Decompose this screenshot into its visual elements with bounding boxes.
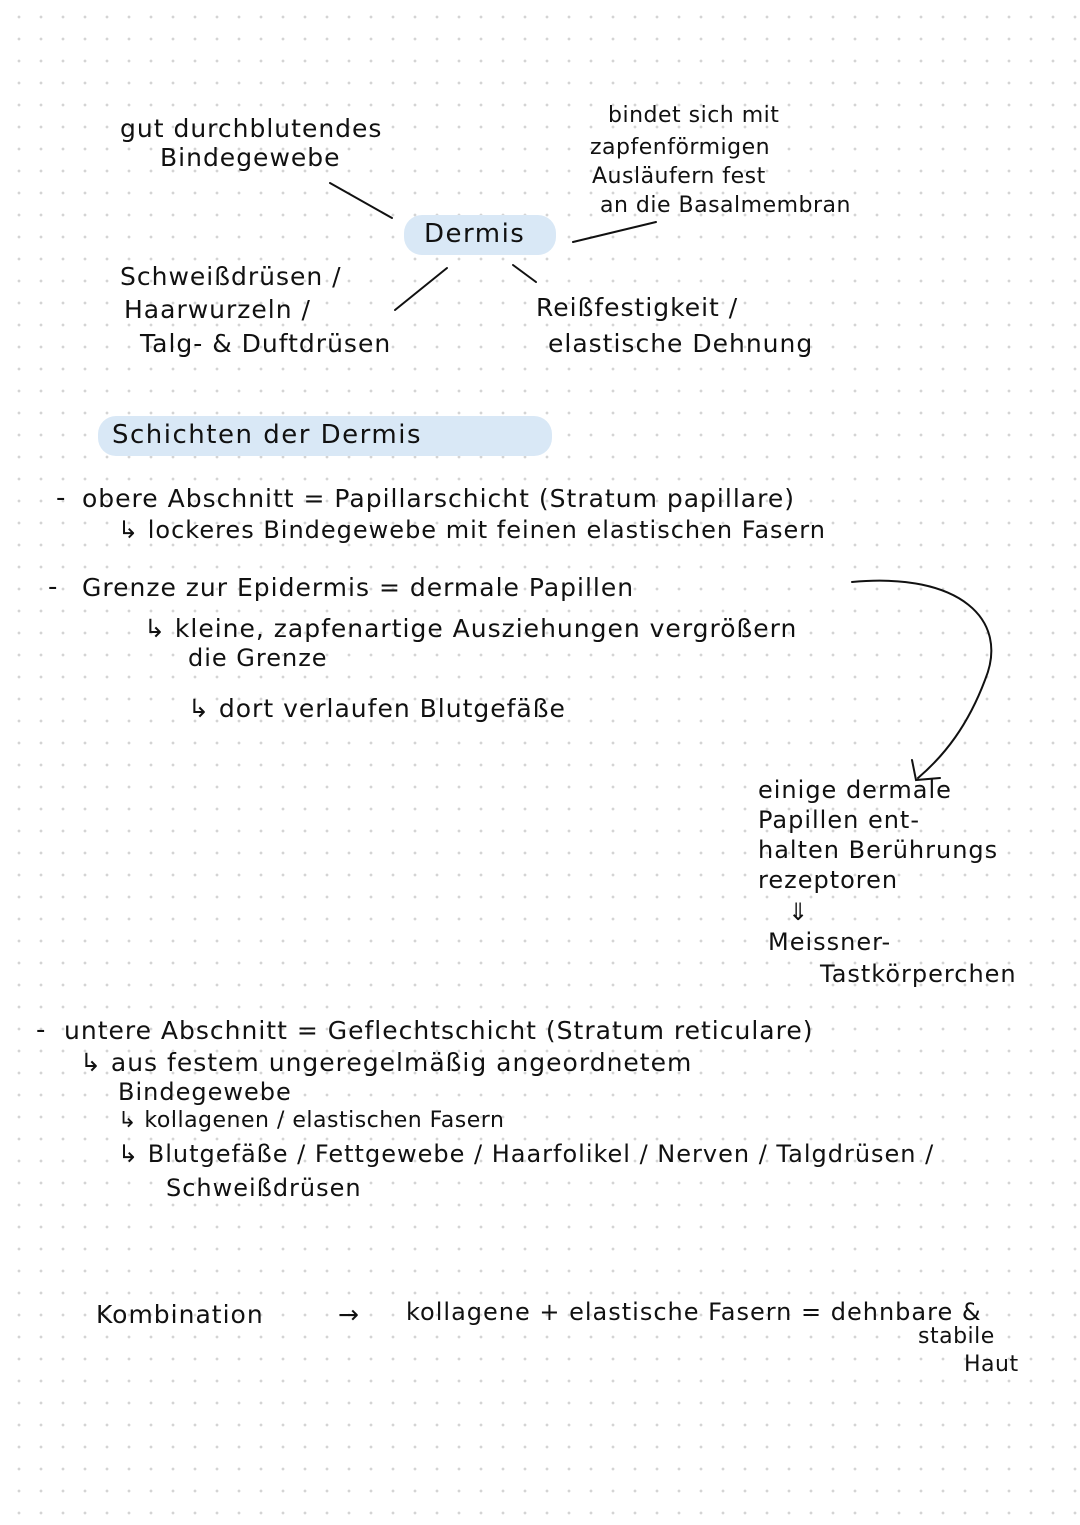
mindmap-center-label: Dermis <box>424 219 526 249</box>
curved-arrow <box>852 581 991 778</box>
combination-label: Kombination <box>96 1300 264 1329</box>
side-note-line-4: rezeptoren <box>758 866 899 894</box>
mindmap-bottom-right-line-2: elastische Dehnung <box>548 329 814 358</box>
border-line-2: ↳ kleine, zapfenartige Ausziehungen vergrößern <box>144 614 798 643</box>
connector-top-right <box>573 222 656 242</box>
side-note-line-3: halten Berührungs <box>758 836 999 864</box>
mindmap-top-right-line-4: an die Basalmembran <box>600 193 851 218</box>
mindmap-bottom-right-line-1: Reißfestigkeit / <box>536 293 739 322</box>
combination-arrow: → <box>338 1300 360 1329</box>
lower-line-3: Bindegewebe <box>118 1078 292 1106</box>
mindmap-top-left-line-2: Bindegewebe <box>160 143 341 172</box>
lower-line-5: ↳ Blutgefäße / Fettgewebe / Haarfolikel / Nerven / Talgdrüsen / <box>118 1140 935 1168</box>
bullet-lower: - <box>36 1015 46 1045</box>
combination-result-1: stabile <box>918 1324 995 1349</box>
side-note-line-2: Papillen ent- <box>758 806 920 834</box>
combination-text: kollagene + elastische Fasern = dehnbare & <box>406 1298 982 1326</box>
mindmap-top-right-line-2: zapfenförmigen <box>590 135 771 160</box>
bullet-border: - <box>48 572 58 602</box>
connector-bottom-left <box>395 268 447 310</box>
lower-line-1: untere Abschnitt = Geflechtschicht (Stratum reticulare) <box>64 1016 814 1045</box>
mindmap-top-left-line-1: gut durchblutendes <box>120 114 383 143</box>
mindmap-top-right-line-1: bindet sich mit <box>608 103 780 128</box>
border-line-1: Grenze zur Epidermis = dermale Papillen <box>82 573 635 602</box>
connector-bottom-right <box>513 265 536 282</box>
upper-line-1: obere Abschnitt = Papillarschicht (Stratum papillare) <box>82 484 795 513</box>
bullet-upper: - <box>56 483 66 513</box>
upper-line-2: ↳ lockeres Bindegewebe mit feinen elastischen Fasern <box>118 516 826 544</box>
border-line-4: ↳ dort verlaufen Blutgefäße <box>188 694 566 723</box>
side-note-result-2: Tastkörperchen <box>820 960 1017 988</box>
mindmap-bottom-left-line-3: Talg- & Duftdrüsen <box>140 329 392 358</box>
mindmap-top-right-line-3: Ausläufern fest <box>592 164 766 189</box>
side-note-result-1: Meissner- <box>768 928 892 956</box>
mindmap-bottom-left-line-1: Schweißdrüsen / <box>120 262 342 291</box>
lower-line-6: Schweißdrüsen <box>166 1174 362 1202</box>
lower-line-2: ↳ aus festem ungeregelmäßig angeordnetem <box>80 1048 693 1077</box>
combination-result-2: Haut <box>964 1352 1019 1377</box>
lower-line-4: ↳ kollagenen / elastischen Fasern <box>118 1108 505 1133</box>
side-note-line-1: einige dermale <box>758 776 952 804</box>
border-line-3: die Grenze <box>188 644 328 672</box>
section-title: Schichten der Dermis <box>112 420 423 450</box>
connector-top-left <box>330 183 392 218</box>
mindmap-bottom-left-line-2: Haarwurzeln / <box>124 295 311 324</box>
side-note-arrow: ⇓ <box>788 898 810 926</box>
